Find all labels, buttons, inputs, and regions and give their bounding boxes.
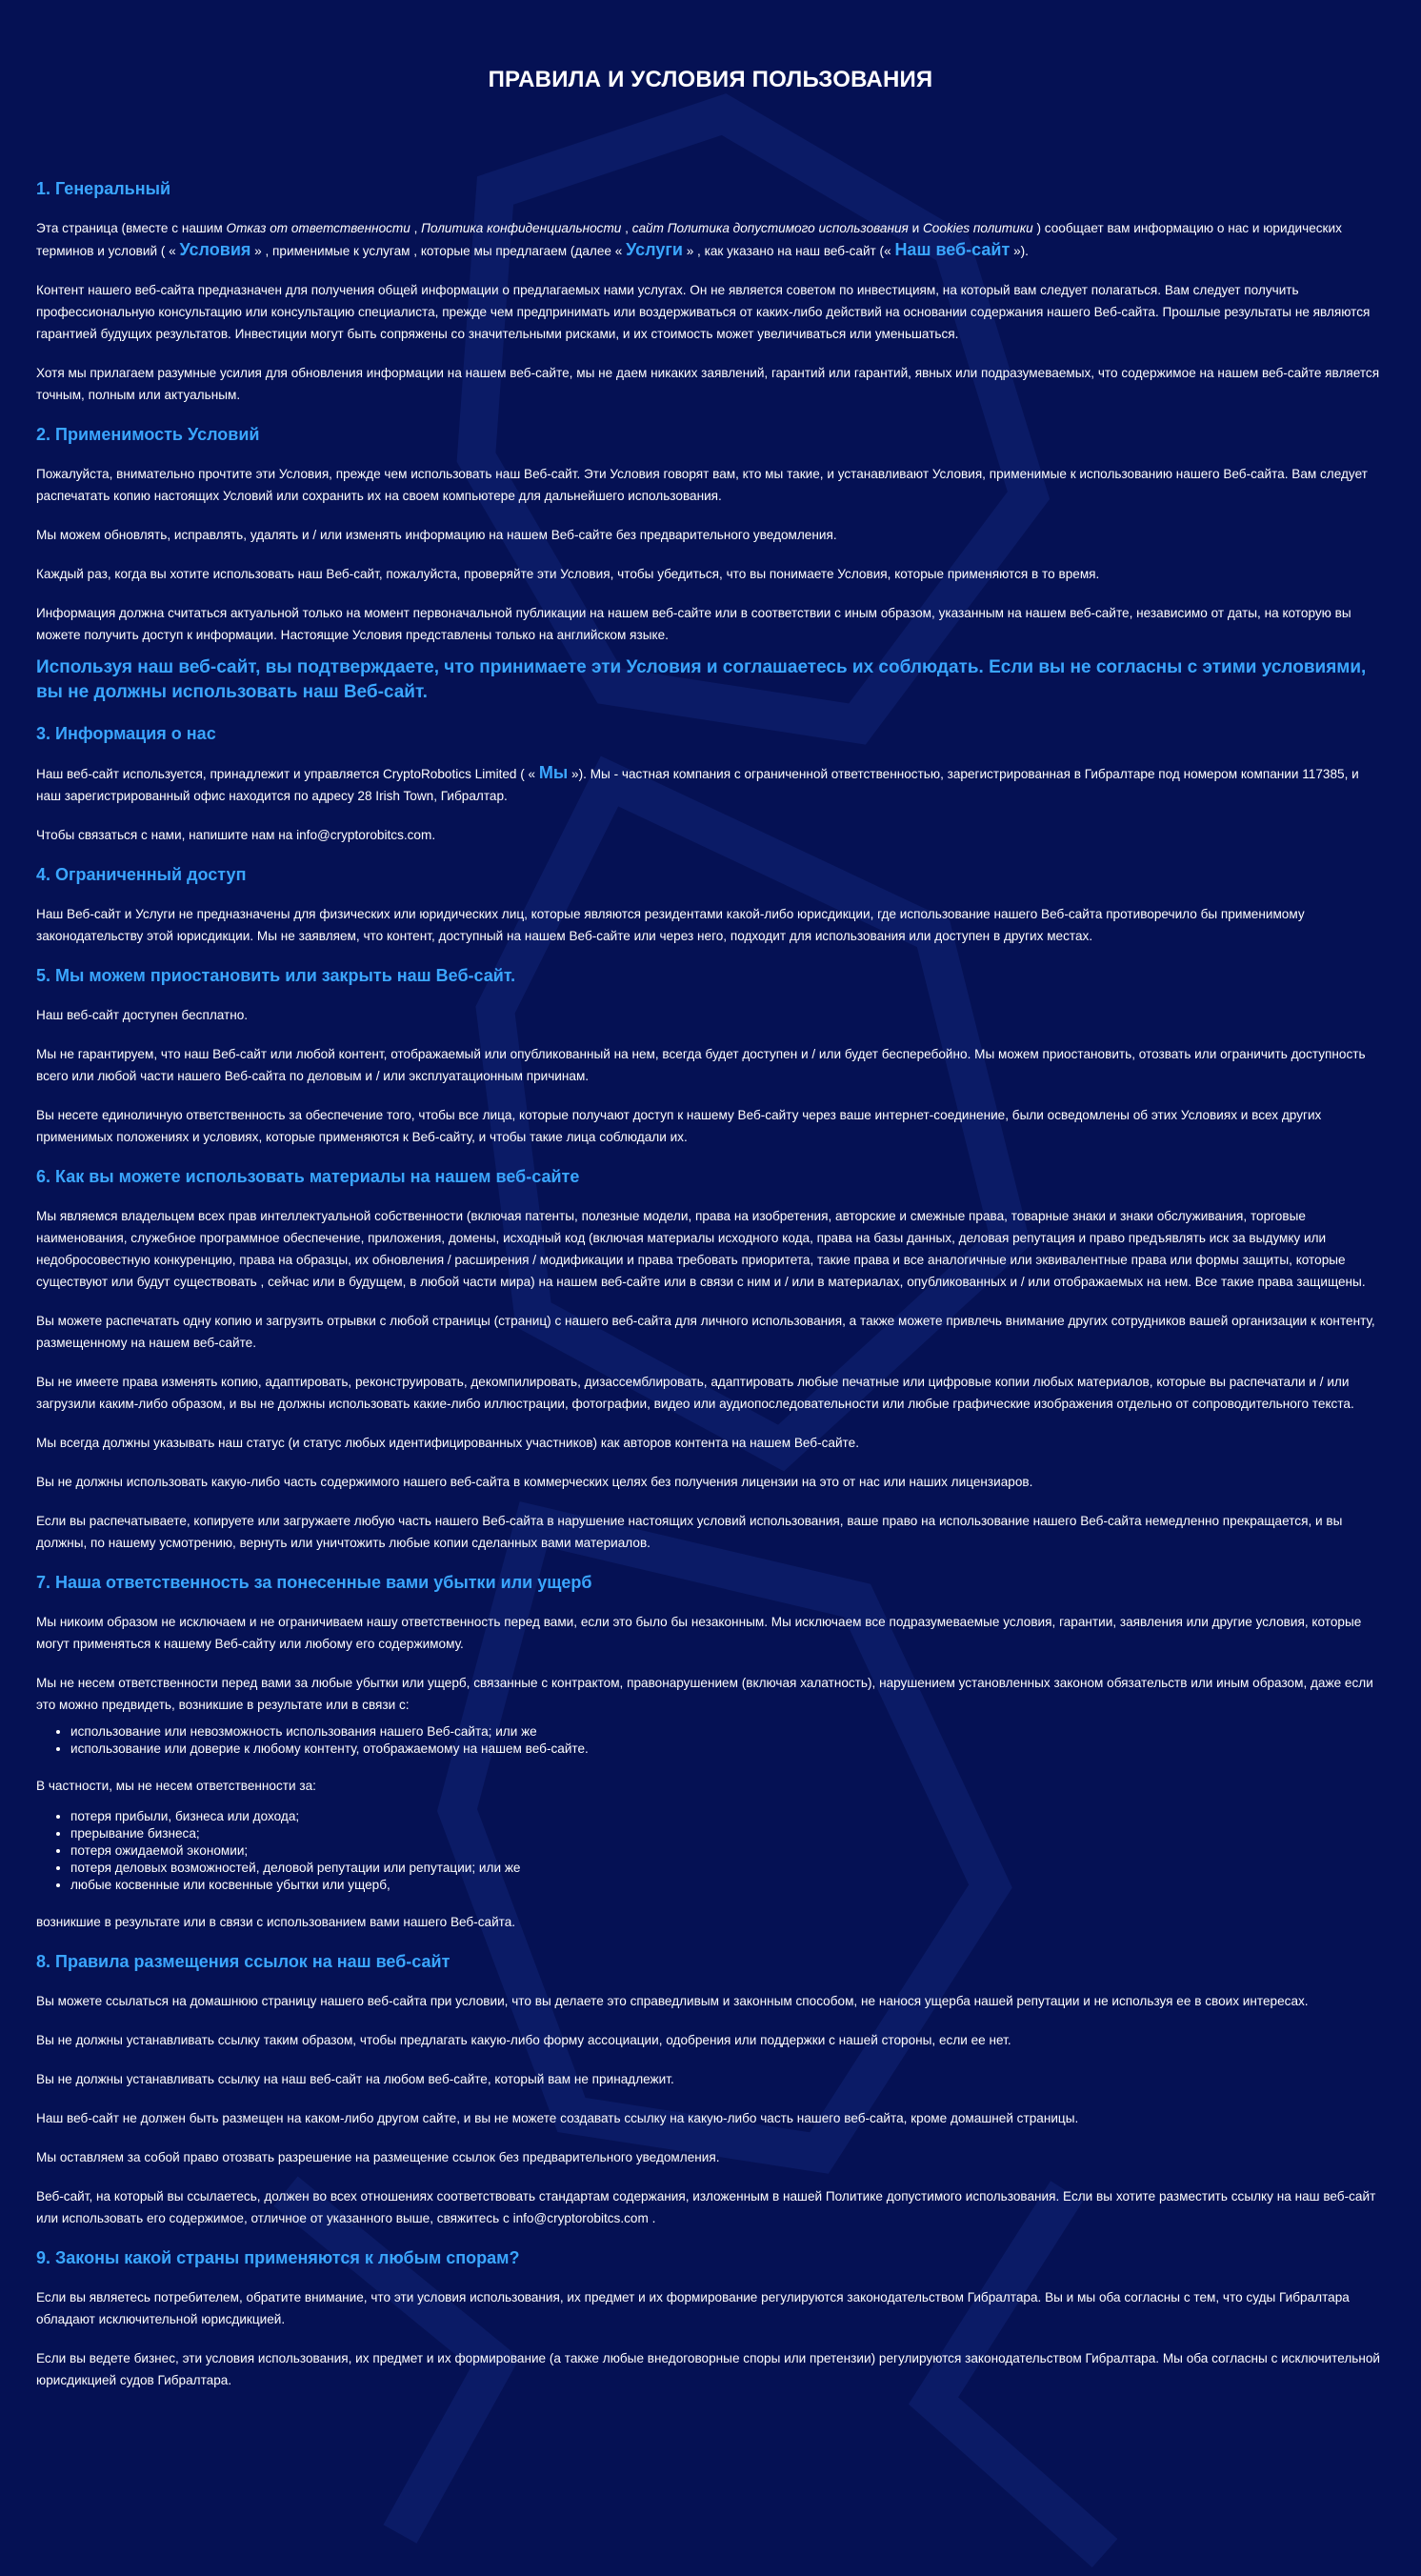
section-6-paragraph-1: Мы являемся владельцем всех прав интеллектуальной собственности (включая патенты, полезные модели, права на изобретения, авторские и смежные права, товарные знаки и знаки обслуживания, торговые наименования, служебное программное обеспечение, приложения, домены, исходный код (включая материалы исходного кода, права на базы данных, деловая репутация и право предъявлять иск за выдумку или недобросовестную конкуренцию, права на образцы, их обновления / расширения / модификации и права требовать приоритета, такие права и все аналогичные или эквивалентные права или формы защиты, которые существуют или будут существовать , сейчас или в будущем, в любой части мира) на нашем веб-сайте или в связи с ним и / или в материалах, опубликованных и / или отображаемых на нем. Все такие права защищены. xyxy=(36,1209,1366,1289)
list-item: • любые косвенные или косвенные убытки или ущерб, xyxy=(70,1877,1385,1894)
liability-list-1 xyxy=(36,1723,1385,1758)
section-8-paragraph-5: Мы оставляем за собой право отозвать разрешение на размещение ссылок без предварительного уведомления. xyxy=(36,2150,720,2164)
section-8-paragraph-2: Вы не должны устанавливать ссылку таким образом, чтобы предлагать какую-либо форму ассоциации, одобрения или поддержки с нашей стороны, если ее нет. xyxy=(36,2033,1011,2047)
section-6-paragraph-5: Вы не должны использовать какую-либо часть содержимого нашего веб-сайта в коммерческих целях без получения лицензии на это от нас или наших лицензиаров. xyxy=(36,1475,1033,1489)
text: » , как указано на наш веб-сайт (« xyxy=(682,244,895,258)
text: , xyxy=(621,221,632,235)
text: Наш веб-сайт используется, принадлежит и управляется CryptoRobotics Limited ( « xyxy=(36,767,539,781)
section-9-heading: 9. Законы какой страны применяются к любым спорам? xyxy=(36,2248,520,2267)
term-our-website: Наш веб-сайт xyxy=(894,240,1011,259)
section-3-heading: 3. Информация о нас xyxy=(36,724,216,743)
term-we: Мы xyxy=(538,763,569,782)
list-item: • использование или доверие к любому контенту, отображаемому на нашем веб-сайте. xyxy=(70,1741,1385,1758)
text: , xyxy=(410,221,422,235)
section-5-paragraph-2: Мы не гарантируем, что наш Веб-сайт или любой контент, отображаемый или опубликованный на нем, всегда будет доступен и / или будет бесперебойно. Мы можем приостановить, отозвать или ограничить доступность всего или любой части нашего Веб-сайта по деловым и / или эксплуатационным причинам. xyxy=(36,1047,1366,1083)
term-services: Услуги xyxy=(626,240,683,259)
list-item: • потеря деловых возможностей, деловой репутации или репутации; или же xyxy=(70,1860,1385,1877)
list-item: • прерывание бизнеса; xyxy=(70,1825,1385,1842)
section-5-paragraph-3: Вы несете единоличную ответственность за обеспечение того, чтобы все лица, которые получают доступ к нашему Веб-сайту через ваше интернет-соединение, были осведомлены об этих Условиях и всех других применимых положениях и условиях, которые применяются к Веб-сайту, и чтобы такие лица соблюдали их. xyxy=(36,1108,1322,1144)
section-6-paragraph-3: Вы не имеете права изменять копию, адаптировать, реконструировать, декомпилировать, дизассемблировать, адаптировать любые печатные или цифровые копии любых материалов, которые вы распечатали и / или загрузили каким-либо образом, и вы не должны использовать какие-либо иллюстрации, фотографии, видео или аудиопоследовательности или любые графические изображения отдельно от сопроводительного текста. xyxy=(36,1375,1354,1411)
section-8-paragraph-4: Наш веб-сайт не должен быть размещен на каком-либо другом сайте, и вы не можете создавать ссылку на какую-либо часть нашего веб-сайта, кроме домашней страницы. xyxy=(36,2111,1079,2125)
section-6-paragraph-6: Если вы распечатываете, копируете или загружаете любую часть нашего Веб-сайта в нарушение настоящих условий использования, ваше право на использование нашего Веб-сайта немедленно прекращается, и вы должны, по нашему усмотрению, вернуть или уничтожить любые копии сделанных вами материалов. xyxy=(36,1514,1343,1550)
disclaimer-link[interactable]: Отказ от ответственности xyxy=(226,221,410,235)
section-2-paragraph-4: Информация должна считаться актуальной только на момент первоначальной публикации на нашем веб-сайте или в соответствии с иным образом, указанным на нашем веб-сайте, независимо от даты, на которую вы можете получить доступ к информации. Настоящие Условия представлены только на английском языке. xyxy=(36,606,1351,642)
section-9-paragraph-1: Если вы являетесь потребителем, обратите внимание, что эти условия использования, их предмет и их формирование регулируются законодательством Гибралтара. Вы и мы оба согласны с тем, что суды Гибралтара обладают исключительной юрисдикцией. xyxy=(36,2290,1350,2326)
page-title: ПРАВИЛА И УСЛОВИЯ ПОЛЬЗОВАНИЯ xyxy=(488,67,933,92)
cookies-policy-link[interactable]: Cookies политики xyxy=(922,221,1033,235)
section-6-paragraph-2: Вы можете распечатать одну копию и загрузить отрывки с любой страницы (страниц) с нашего веб-сайта для личного использования, а также можете привлечь внимание других сотрудников вашей организации к контенту, размещенному на нашем веб-сайте. xyxy=(36,1314,1375,1350)
section-1-paragraph-1 xyxy=(36,217,1385,262)
section-4-heading: 4. Ограниченный доступ xyxy=(36,865,247,884)
section-2-heading: 2. Применимость Условий xyxy=(36,425,260,444)
text: ) сообщает вам информацию о нас и юридических терминов и условий ( « xyxy=(36,221,1342,258)
text: и xyxy=(908,221,923,235)
text: »). xyxy=(1010,244,1029,258)
section-5-heading: 5. Мы можем приостановить или закрыть наш Веб-сайт. xyxy=(36,966,516,985)
section-6-paragraph-4: Мы всегда должны указывать наш статус (и статус любых идентифицированных участников) как авторов контента на нашем Веб-сайте. xyxy=(36,1436,859,1450)
section-1-paragraph-3: Хотя мы прилагаем разумные усилия для обновления информации на нашем веб-сайте, мы не даем никаких заявлений, гарантий или гарантий, явных или подразумеваемых, что содержимое на нашем веб-сайте является точным, полным или актуальным. xyxy=(36,366,1380,402)
section-4-paragraph-1: Наш Веб-сайт и Услуги не предназначены для физических или юридических лиц, которые являются резидентами какой-либо юрисдикции, где использование нашего Веб-сайта противоречило бы применимому законодательству этой юрисдикции. Мы не заявляем, что контент, доступный на нашем Веб-сайте или через него, подходит для использования или доступен в других местах. xyxy=(36,907,1305,943)
section-7-paragraph-3: В частности, мы не несем ответственности за: xyxy=(36,1779,316,1793)
section-7-heading: 7. Наша ответственность за понесенные вами убытки или ущерб xyxy=(36,1573,592,1592)
section-7-paragraph-4: возникшие в результате или в связи с использованием вами нашего Веб-сайта. xyxy=(36,1915,516,1929)
section-8-paragraph-6: Веб-сайт, на который вы ссылаетесь, должен во всех отношениях соответствовать стандартам содержания, изложенным в нашей Политике допустимого использования. Если вы хотите разместить ссылку на наш веб-сайт или использовать его содержимое, отличное от указанного выше, свяжитесь с info@cryptorobitcs.com . xyxy=(36,2189,1376,2225)
liability-list-2 xyxy=(36,1808,1385,1894)
acceptable-use-policy-link[interactable]: сайт Политика допустимого использования xyxy=(631,221,909,235)
section-5-paragraph-1: Наш веб-сайт доступен бесплатно. xyxy=(36,1008,249,1022)
section-8-paragraph-3: Вы не должны устанавливать ссылку на наш веб-сайт на любом веб-сайте, который вам не принадлежит. xyxy=(36,2072,674,2086)
section-8-paragraph-1: Вы можете ссылаться на домашнюю страницу нашего веб-сайта при условии, что вы делаете это справедливым и законным способом, не нанося ущерба нашей репутации и не используя ее в своих интересах. xyxy=(36,1994,1309,2008)
section-3-paragraph-1 xyxy=(36,762,1385,807)
section-6-heading: 6. Как вы можете использовать материалы на нашем веб-сайте xyxy=(36,1167,580,1186)
list-item: • потеря прибыли, бизнеса или дохода; xyxy=(70,1808,1385,1825)
section-7-paragraph-1: Мы никоим образом не исключаем и не ограничиваем нашу ответственность перед вами, если это было бы незаконным. Мы исключаем все подразумеваемые условия, гарантии, заявления или другие условия, которые могут применяться к нашему Веб-сайту или любому его содержимому. xyxy=(36,1615,1362,1651)
section-2-paragraph-3: Каждый раз, когда вы хотите использовать наш Веб-сайт, пожалуйста, проверяйте эти Условия, чтобы убедиться, что вы понимаете Условия, которые применяются в то время. xyxy=(36,567,1100,581)
section-8-heading: 8. Правила размещения ссылок на наш веб-сайт xyxy=(36,1952,450,1971)
section-2-paragraph-1: Пожалуйста, внимательно прочтите эти Условия, прежде чем использовать наш Веб-сайт. Эти Условия говорят вам, кто мы такие, и устанавливают Условия, применимые к использованию нашего Веб-сайта. Вам следует распечатать копию настоящих Условий или сохранить их на своем компьютере для дальнейшего использования. xyxy=(36,467,1368,503)
section-2-paragraph-2: Мы можем обновлять, исправлять, удалять и / или изменять информацию на нашем Веб-сайте без предварительного уведомления. xyxy=(36,528,837,542)
section-3-paragraph-2: Чтобы связаться с нами, напишите нам на info@cryptorobitcs.com. xyxy=(36,828,436,842)
section-1-heading: 1. Генеральный xyxy=(36,179,171,198)
text: Эта страница (вместе с нашим xyxy=(36,221,227,235)
privacy-policy-link[interactable]: Политика конфиденциальности xyxy=(421,221,622,235)
section-9-paragraph-2: Если вы ведете бизнес, эти условия использования, их предмет и их формирование (а также любые внедоговорные споры или претензии) регулируются законодательством Гибралтара. Мы оба согласны с исключительной юрисдикцией судов Гибралтара. xyxy=(36,2351,1381,2387)
text: » , применимые к услугам , которые мы предлагаем (далее « xyxy=(250,244,627,258)
text: »). Мы - частная компания с ограниченной ответственностью, зарегистрированная в Гибралтаре под номером компании 117385, и наш зарегистрированный офис находится по адресу 28 Irish Town, Гибралтар. xyxy=(36,767,1359,803)
term-conditions: Условия xyxy=(179,240,251,259)
list-item: • использование или невозможность использования нашего Веб-сайта; или же xyxy=(70,1723,1385,1741)
section-7-paragraph-2: Мы не несем ответственности перед вами за любые убытки или ущерб, связанные с контрактом, правонарушением (включая халатность), нарушением установленных законом обязательств или иным образом, даже если это можно предвидеть, возникшие в результате или в связи с: xyxy=(36,1676,1373,1712)
acceptance-callout: Используя наш веб-сайт, вы подтверждаете, что принимаете эти Условия и соглашаетесь их соблюдать. Если вы не согласны с этими условиями, вы не должны использовать наш Веб-сайт. xyxy=(36,657,1367,702)
list-item: • потеря ожидаемой экономии; xyxy=(70,1842,1385,1860)
section-1-paragraph-2: Контент нашего веб-сайта предназначен для получения общей информации о предлагаемых нами услугах. Он не является советом по инвестициям, на который вам следует полагаться. Вам следует получить профессиональную консультацию или консультацию специалиста, прежде чем предпринимать или воздерживаться от каких-либо действий на основании содержания нашего Веб-сайта. Прошлые результаты не являются гарантией будущих результатов. Инвестиции могут быть сопряжены со значительными рисками, и их стоимость может увеличиваться или уменьшаться. xyxy=(36,283,1371,341)
